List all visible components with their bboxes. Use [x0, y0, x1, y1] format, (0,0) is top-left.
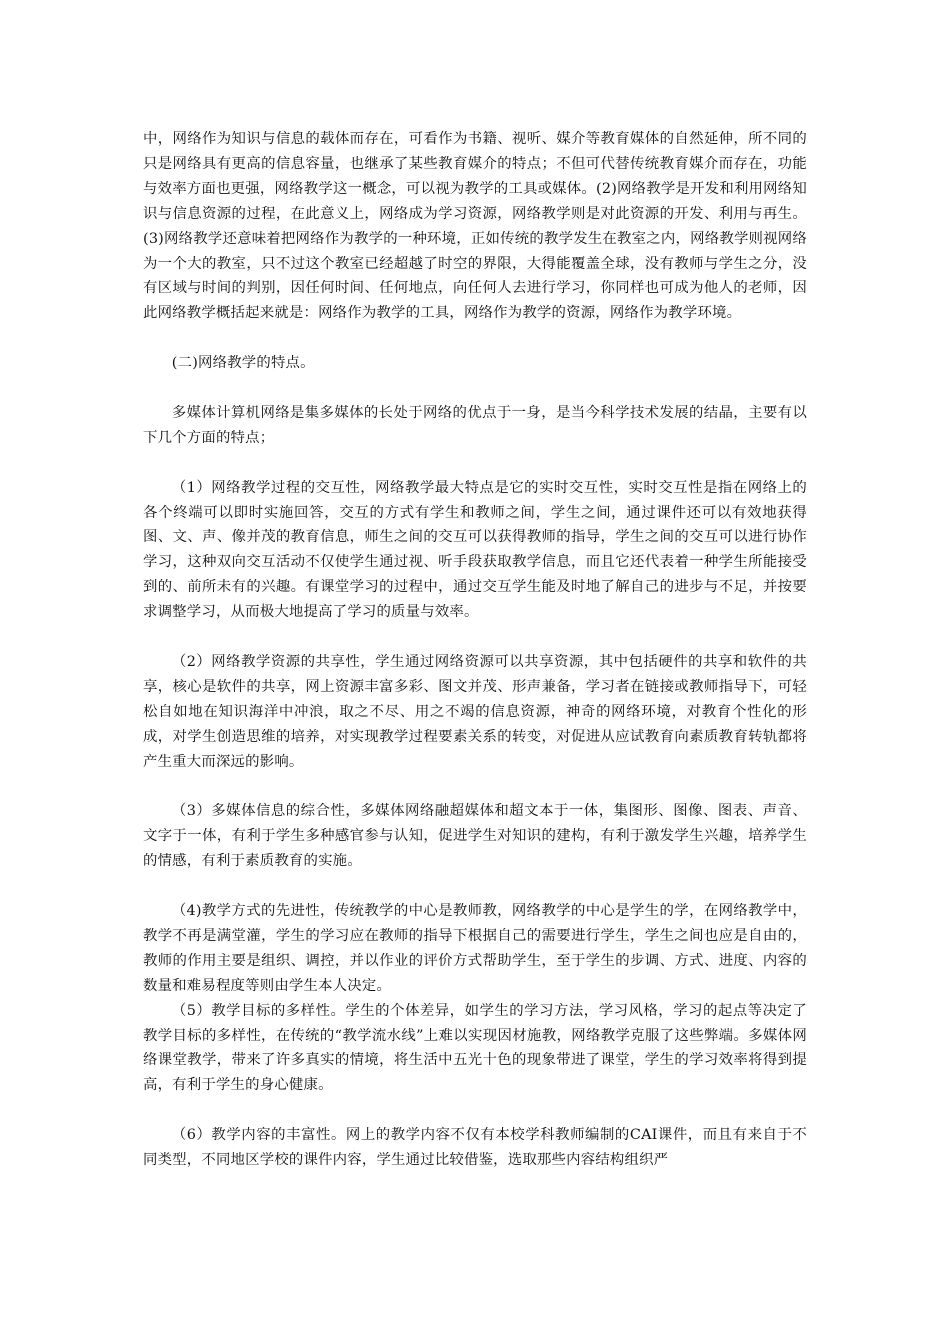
paragraph-feature-5: （5）教学目标的多样性。学生的个体差异，如学生的学习方法，学习风格，学习的起点等决定了教学目标的多样性，在传统的“教学流水线”上难以实现因材施教，网络教学克服了这些弊端。多媒体网络课堂教学，带来了许多真实的情境，将生活中五光十色的现象带进了课堂，学生的学习效率将得到提高，有利于学生的身心健康。: [143, 1002, 807, 1094]
paragraph-feature-1: （1）网络教学过程的交互性，网络教学最大特点是它的实时交互性，实时交互性是指在网络上的各个终端可以即时实施回答，交互的方式有学生和教师之间，学生之间，通过课件还可以有效地获得图、文、声、像并茂的教育信息，师生之间的交互可以获得教师的指导，学生之间的交互可以进行协作学习，这种双向交互活动不仅使学生通过视、听手段获取教学信息，而且它还代表着一种学生所能接受到的、前所未有的兴趣。有课堂学习的过程中，通过交互学生能及时地了解自己的进步与不足，并按要求调整学习，从而极大地提高了学习的质量与效率。: [143, 479, 807, 621]
paragraph-feature-3: （3）多媒体信息的综合性，多媒体网络融超媒体和超文本于一体，集图形、图像、图表、声音、文字于一体，有利于学生多种感官参与认知，促进学生对知识的建构，有利于激发学生兴趣，培养学生的情感，有利于素质教育的实施。: [143, 803, 807, 870]
document-body: [143, 127, 807, 1173]
paragraph-intro: 多媒体计算机网络是集多媒体的长处于网络的优点于一身，是当今科学技术发展的结晶，主要有以下几个方面的特点；: [143, 404, 807, 446]
paragraph-feature-4: （4)教学方式的先进性，传统教学的中心是教师教，网络教学的中心是学生的学，在网络教学中，教学不再是满堂灌，学生的学习应在教师的指导下根据自己的需要进行学生，学生之间也应是自由的，教师的作用主要是组织、调控，并以作业的评价方式帮助学生，至于学生的步调、方式、进度、内容的数量和难易程度等则由学生本人决定。: [143, 903, 807, 994]
section-heading: (二)网络教学的特点。: [171, 355, 315, 372]
paragraph-continuation: 中，网络作为知识与信息的载体而存在，可看作为书籍、视听、媒介等教育媒体的自然延伸，所不同的只是网络具有更高的信息容量，也继承了某些教育媒介的特点；不但可代替传统教育媒介而存在，功能与效率方面也更强，网络教学这一概念，可以视为教学的工具或媒体。(2)网络教学是开发和利用网络知识与信息资源的过程，在此意义上，网络成为学习资源，网络教学则是对此资源的开发、利用与再生。(3)网络教学还意味着把网络作为教学的一种环境，正如传统的教学发生在教室之内，网络教学则视网络为一个大的教室，只不过这个教室已经超越了时空的界限，大得能覆盖全球，没有教师与学生之分，没有区域与时间的判别，因任何时间、任何地点，向任何人去进行学习，你同样也可成为他人的老师，因此网络教学概括起来就是：网络作为教学的工具，网络作为教学的资源，网络作为教学环境。: [143, 131, 807, 322]
paragraph-feature-2: （2）网络教学资源的共享性，学生通过网络资源可以共享资源，其中包括硬件的共享和软件的共享，核心是软件的共享，网上资源丰富多彩、图文并茂、形声兼备，学习者在链接或教师指导下，可轻松自如地在知识海洋中冲浪，取之不尽、用之不竭的信息资源，神奇的网络环境，对教育个性化的形成，对学生创造思维的培养，对实现教学过程要素关系的转变，对促进从应试教育向素质教育转轨都将产生重大而深远的影响。: [143, 653, 807, 770]
paragraph-feature-6: （6）教学内容的丰富性。网上的教学内容不仅有本校学科教师编制的CAI课件，而且有来自于不同类型，不同地区学校的课件内容，学生通过比较借鉴，选取那些内容结构组织严: [143, 1127, 807, 1169]
